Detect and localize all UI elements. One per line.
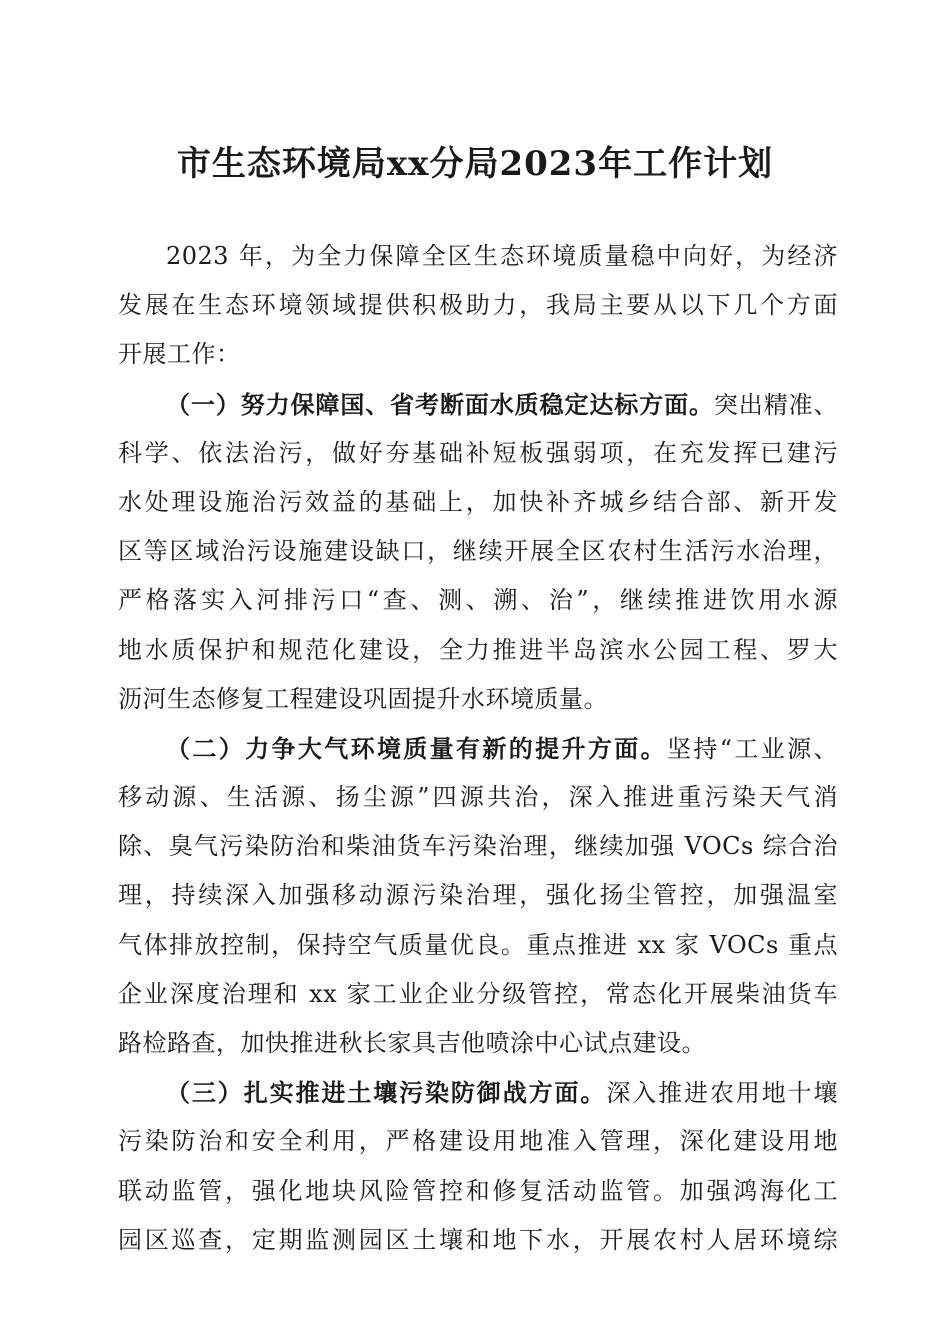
document-body	[118, 232, 838, 1265]
paragraph-line: 区等区域治污设施建设缺口，继续开展全区农村生活污水治理，	[118, 537, 838, 566]
paragraph-line: 园区巡查，定期监测园区土壤和地下水，开展农村人居环境综	[118, 1225, 838, 1254]
paragraph-line: 气体排放控制，保持空气质量优良。重点推进 xx 家 VOCs 重点	[118, 930, 838, 959]
paragraph-line: 2023 年，为全力保障全区生态环境质量稳中向好，为经济	[166, 242, 838, 270]
paragraph-text: 突出精准、	[713, 390, 839, 419]
paragraph-line: 沥河生态修复工程建设巩固提升水环境质量。	[118, 684, 608, 713]
paragraph-line: 发展在生态环境领域提供积极助力，我局主要从以下几个方面	[118, 291, 838, 320]
paragraph-line: 移动源、生活源、扬尘源”四源共治，深入推进重污染天气消	[118, 783, 838, 812]
paragraph-line: 路检路查，加快推进秋长家具吉他喷涂中心试点建设。	[118, 1029, 706, 1057]
paragraph-text: 坚持“工业源、	[667, 734, 838, 763]
section-heading: （二）力争大气环境质量有新的提升方面。	[166, 733, 668, 763]
paragraph-line: 污染防治和安全利用，严格建设用地准入管理，深化建设用地	[118, 1127, 838, 1156]
paragraph-line	[118, 1068, 838, 1117]
section-heading: （一）努力保障国、省考断面水质稳定达标方面。	[166, 389, 714, 419]
document-title: 市生态环境局xx分局2023年工作计划	[176, 144, 774, 184]
paragraph-line: 理，持续深入加强移动源污染治理，强化扬尘管控，加强温室	[118, 881, 838, 910]
paragraph-line: 地水质保护和规范化建设，全力推进半岛滨水公园工程、罗大	[118, 635, 838, 664]
paragraph-line	[118, 380, 838, 429]
paragraph-line: 水处理设施治污效益的基础上，加快补齐城乡结合部、新开发	[118, 487, 838, 516]
paragraph-line: 开展工作：	[118, 340, 241, 369]
paragraph-line: 科学、依法治污，做好夯基础补短板强弱项，在充发挥已建污	[118, 438, 838, 467]
section-heading: （三）扎实推进土壤污染防御战方面。	[166, 1078, 607, 1108]
paragraph-line: 联动监管，强化地块风险管控和修复活动监管。加强鸿海化工	[118, 1176, 838, 1205]
paragraph-text: 深入推进农用地十壤	[606, 1079, 839, 1108]
paragraph-line: 企业深度治理和 xx 家工业企业分级管控，常态化开展柴油货车	[118, 979, 838, 1008]
paragraph-line: 严格落实入河排污口“查、测、溯、治”，继续推进饮用水源	[118, 586, 838, 615]
paragraph-line: 除、臭气污染防治和柴油货车污染治理，继续加强 VOCs 综合治	[118, 832, 838, 861]
paragraph-line	[118, 724, 838, 773]
